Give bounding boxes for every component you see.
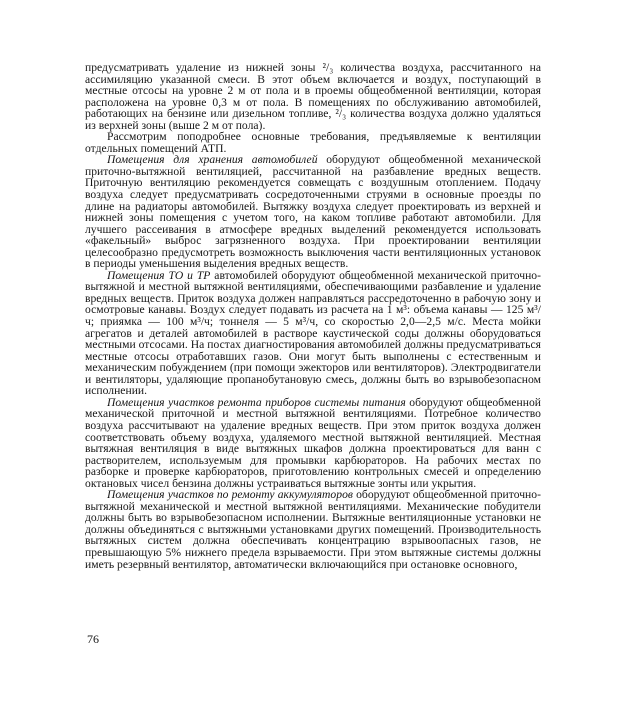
paragraph-5-lead: Помещения участков ремонта приборов системы питания	[107, 395, 406, 409]
paragraph-4-text: автомобилей оборудуют общеобменной механической приточно-вытяжной и местной вытяжной вентиляциями, обеспечивающими разбавление и удаление вредных веществ. Приток воздуха должен направляться рассредоточенно в рабочую зону и осмотровые канавы. Воздух следует подавать из расчета на 1 м³: объема канавы — 125 м³/ч; приямка — 100 м³/ч; тоннеля — 5 м³/ч, со скоростью 2,0—2,5 м/с. Места мойки агрегатов и деталей автомобилей в растворе каустической соды должны оборудоваться местными отсосами. На постах диагностирования автомобилей должны предусматриваться местные отсосы отработавших газов. Они могут быть выполнены с естественным и механическим побуждением (при помощи эжекторов или вентиляторов). Электродвигатели и вентиляторы, удаляющие пропанобутановую смесь, должны быть во взрывобезопасном исполнении.	[85, 268, 541, 398]
page-body	[85, 62, 541, 570]
paragraph-5-text: оборудуют общеобменной механической приточной и местной вытяжной вентиляциями. Потребное количество воздуха рассчитывают на удаление вредных веществ. При этом приток воздуха должен соответствовать объему воздуха, удаляемого местной вытяжной вентиляцией. Местная вытяжная вентиляция в виде вытяжных шкафов должна проектироваться для ванн с растворителем, используемым для промывки карбюраторов. На рабочих местах по разборке и проверке карбюраторов, приготовлению контрольных смесей и определению октановых чисел бензина должны устраиваться вытяжные зонты или укрытия.	[85, 395, 541, 490]
paragraph-3	[85, 154, 541, 269]
paragraph-4	[85, 270, 541, 397]
paragraph-2-text: Рассмотрим поподробнее основные требования, предъявляемые к вентиляции отдельных помещений АТП.	[85, 130, 541, 155]
paragraph-1	[85, 62, 541, 131]
paragraph-6	[85, 489, 541, 570]
paragraph-2	[85, 131, 541, 154]
paragraph-4-lead: Помещения ТО и ТР	[107, 268, 211, 282]
page-number: 76	[87, 632, 99, 646]
paragraph-3-text: оборудуют общеобменной механической приточно-вытяжной вентиляцией, рассчитанной на разбавление вредных веществ. Приточную вентиляцию рекомендуется совмещать с воздушным отоплением. Подачу воздуха следует предусматривать сосредоточенными струями в основные проезды по длине на радиаторы автомобилей. Вытяжку воздуха следует проектировать из верхней и нижней зоны помещения с учетом того, на каком топливе работают автомобили. Для лучшего рассеивания в атмосфере вредных выделений рекомендуется использовать «факельный» выброс загрязненного воздуха. При проектировании вентиляции целесообразно предусмотреть возможность выключения части вентиляционных установок в периоды уменьшения выделения вредных веществ.	[85, 153, 541, 271]
paragraph-1-text: предусматривать удаление из нижней зоны ²/₃ количества воздуха, рассчитанного на ассимиляцию указанной смеси. В этот объем включается и воздух, поступающий в местные отсосы на уровне 2 м от пола и в проемы общеобменной вентиляции, которая расположена на уровне 0,3 м от пола. В помещениях по обслуживанию автомобилей, работающих на бензине или дизельном топливе, ²/₃ количества воздуха должно удаляться из верхней зоны (выше 2 м от пола).	[85, 61, 541, 132]
paragraph-6-lead: Помещения участков по ремонту аккумуляторов	[107, 488, 353, 502]
paragraph-3-lead: Помещения для хранения автомобилей	[107, 153, 318, 167]
paragraph-6-text: оборудуют общеобменной приточно-вытяжной механической и местной вытяжной вентиляциями. Механические побудители должны быть во взрывобезопасном исполнении. Вытяжные вентиляционные установки не должны объединяться с вытяжными установками других помещений. Производительность вытяжных систем должна обеспечивать концентрацию взрывоопасных газов, не превышающую 5% нижнего предела взрываемости. При этом вытяжные системы должны иметь резервный вентилятор, автоматически включающийся при остановке основного,	[85, 488, 541, 571]
paragraph-5	[85, 397, 541, 489]
